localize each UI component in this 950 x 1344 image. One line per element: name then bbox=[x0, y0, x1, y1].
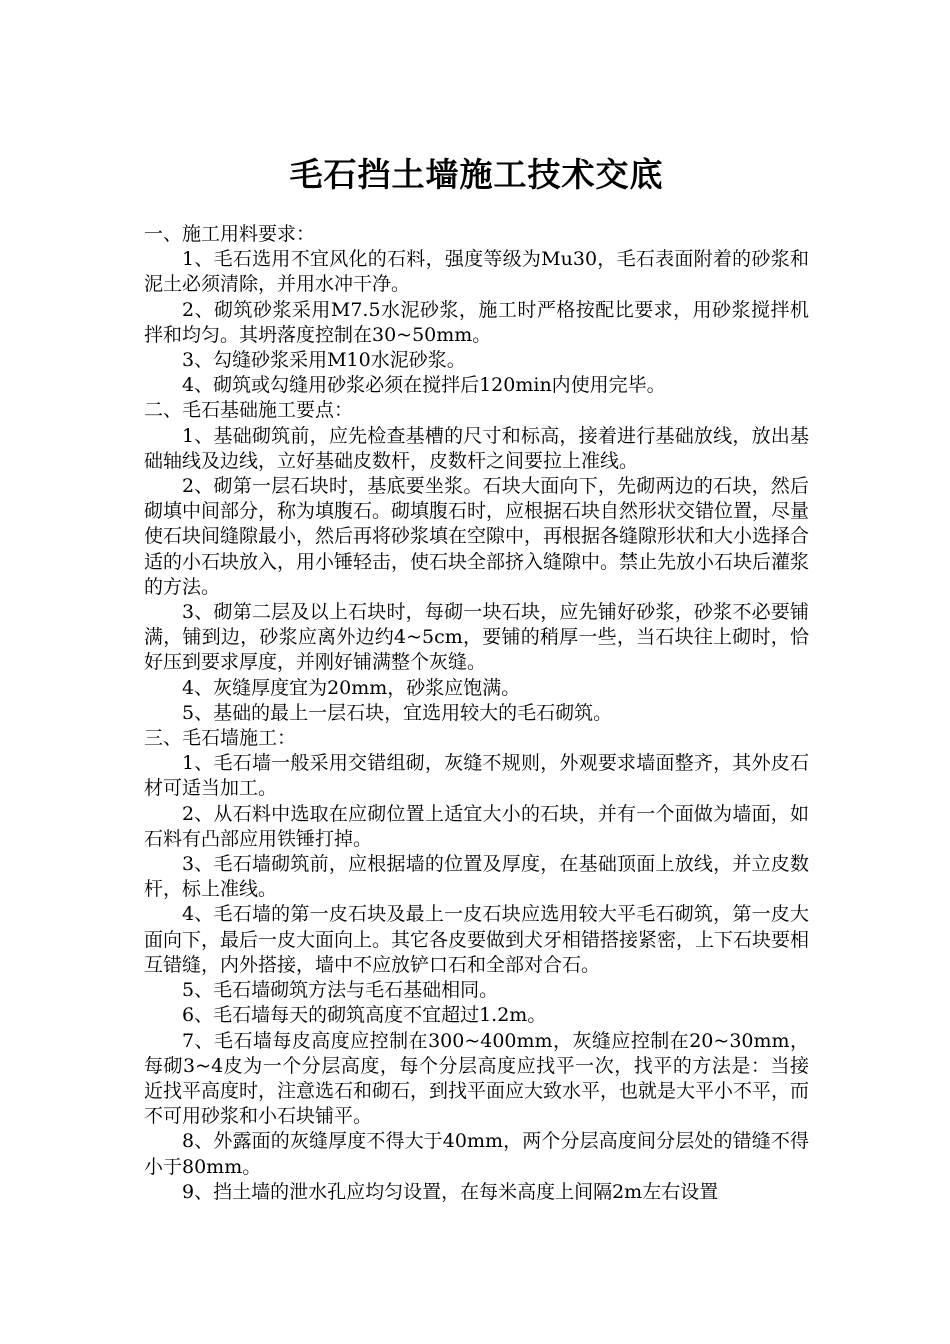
paragraph: 1、毛石墙一般采用交错组砌，灰缝不规则，外观要求墙面整齐，其外皮石材可适当加工。 bbox=[144, 752, 809, 800]
section-heading-materials: 一、施工用料要求： bbox=[144, 223, 316, 245]
paragraph: 7、毛石墙每皮高度应控制在300~400mm，灰缝应控制在20~30mm，每砌3~4皮为一个分层高度，每个分层高度应找平一次，找平的方法是：当接近找平高度时，注意选石和砌石，到找平面应大致水平，也就是大平小不平，而不可用砂浆和小石块铺平。 bbox=[144, 1029, 810, 1128]
paragraph: 2、从石料中选取在应砌位置上适宜大小的石块，并有一个面做为墙面，如石料有凸部应用铁锤打掉。 bbox=[144, 802, 809, 850]
paragraph: 1、基础砌筑前，应先检查基槽的尺寸和标高，接着进行基础放线，放出基础轴线及边线，立好基础皮数杆，皮数杆之间要拉上准线。 bbox=[144, 424, 809, 472]
paragraph: 2、砌第一层石块时，基底要坐浆。石块大面向下，先砌两边的石块，然后砌填中间部分，称为填腹石。砌填腹石时，应根据石块自然形状交错位置，尽量使石块间缝隙最小，然后再将砂浆填在空隙中，再根据各缝隙形状和大小选择合适的小石块放入，用小锤轻击，使石块全部挤入缝隙中。禁止先放小石块后灌浆的方法。 bbox=[144, 475, 810, 598]
paragraph: 3、砌第二层及以上石块时，每砌一块石块，应先铺好砂浆，砂浆不必要铺满，铺到边，砂浆应离外边约4~5cm，要铺的稍厚一些，当石块往上砌时，恰好压到要求厚度，并刚好铺满整个灰缝。 bbox=[144, 601, 809, 674]
section-heading-wall: 三、毛石墙施工： bbox=[144, 727, 297, 750]
document-title: 毛石挡土墙施工技术交底 bbox=[289, 155, 664, 194]
paragraph: 9、挡土墙的泄水孔应均匀设置，在每米高度上间隔2m左右设置 bbox=[182, 1180, 719, 1203]
paragraph: 3、毛石墙砌筑前，应根据墙的位置及厚度，在基础顶面上放线，并立皮数杆，标上准线。 bbox=[144, 853, 809, 901]
paragraph: 5、基础的最上一层石块，宜选用较大的毛石砌筑。 bbox=[182, 701, 613, 724]
paragraph: 8、外露面的灰缝厚度不得大于40mm，两个分层高度间分层处的错缝不得小于80mm。 bbox=[144, 1130, 809, 1178]
section-heading-foundation: 二、毛石基础施工要点： bbox=[144, 399, 354, 422]
document-page bbox=[144, 0, 809, 1344]
paragraph: 6、毛石墙每天的砌筑高度不宜超过1.2m。 bbox=[182, 1004, 547, 1027]
paragraph: 3、勾缝砂浆采用M10水泥砂浆。 bbox=[182, 349, 466, 372]
paragraph: 4、灰缝厚度宜为20mm，砂浆应饱满。 bbox=[182, 676, 521, 699]
paragraph: 4、砌筑或勾缝用砂浆必须在搅拌后120min内使用完毕。 bbox=[182, 374, 666, 397]
paragraph: 4、毛石墙的第一皮石块及最上一皮石块应选用较大平毛石砌筑，第一皮大面向下，最后一皮大面向上。其它各皮要做到犬牙相错搭接紧密，上下石块要相互错缝，内外搭接，墙中不应放铲口石和全部对合石。 bbox=[144, 903, 810, 976]
paragraph: 5、毛石墙砌筑方法与毛石基础相同。 bbox=[182, 979, 499, 1002]
paragraph: 2、砌筑砂浆采用M7.5水泥砂浆，施工时严格按配比要求，用砂浆搅拌机拌和均匀。其坍落度控制在30~50mm。 bbox=[144, 298, 809, 346]
document-body bbox=[144, 222, 809, 1205]
paragraph: 1、毛石选用不宜风化的石料，强度等级为Mu30，毛石表面附着的砂浆和泥土必须清除，并用水冲干净。 bbox=[144, 248, 809, 296]
